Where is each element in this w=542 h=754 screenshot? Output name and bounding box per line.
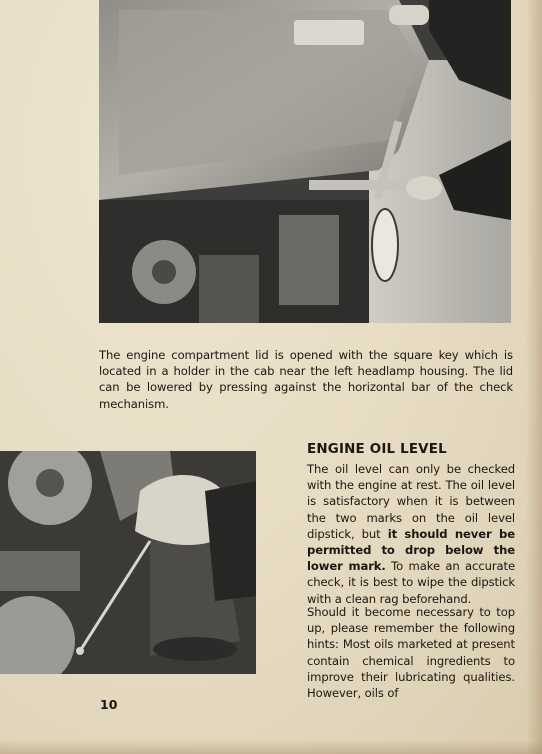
- engine-compartment-photo: [99, 0, 511, 323]
- top-up-paragraph: Should it become necessary to top up, please remember the following hints: Most oils marketed at present contain chemical ingredients to improve their lubricating qualities. However, oils of: [307, 605, 515, 701]
- oil-level-text-end: To make an accurate check, it is best to wipe the dipstick with a clean rag beforehand.: [307, 559, 516, 606]
- oil-level-text-start: The oil level can only be checked with the engine at rest. The oil level is satisfactory when it is between the two marks on the oil level dipstick, but: [307, 462, 515, 541]
- oil-dipstick-illustration: [0, 451, 256, 674]
- oil-level-warning-text: it should never be permitted to drop below the lower mark.: [307, 526, 516, 574]
- oil-level-paragraph: [307, 461, 515, 607]
- page-number: 10: [100, 697, 118, 712]
- page-bottom-shadow: [0, 740, 542, 754]
- page-edge-shadow: [526, 0, 542, 754]
- oil-dipstick-photo: [0, 451, 256, 674]
- section-heading: ENGINE OIL LEVEL: [307, 442, 447, 457]
- photo-caption: The engine compartment lid is opened with the square key which is located in a holder in the cab near the left headlamp housing. The lid can be lowered by pressing against the horizontal bar of the check mechanism.: [99, 348, 513, 411]
- engine-compartment-illustration: [99, 0, 511, 323]
